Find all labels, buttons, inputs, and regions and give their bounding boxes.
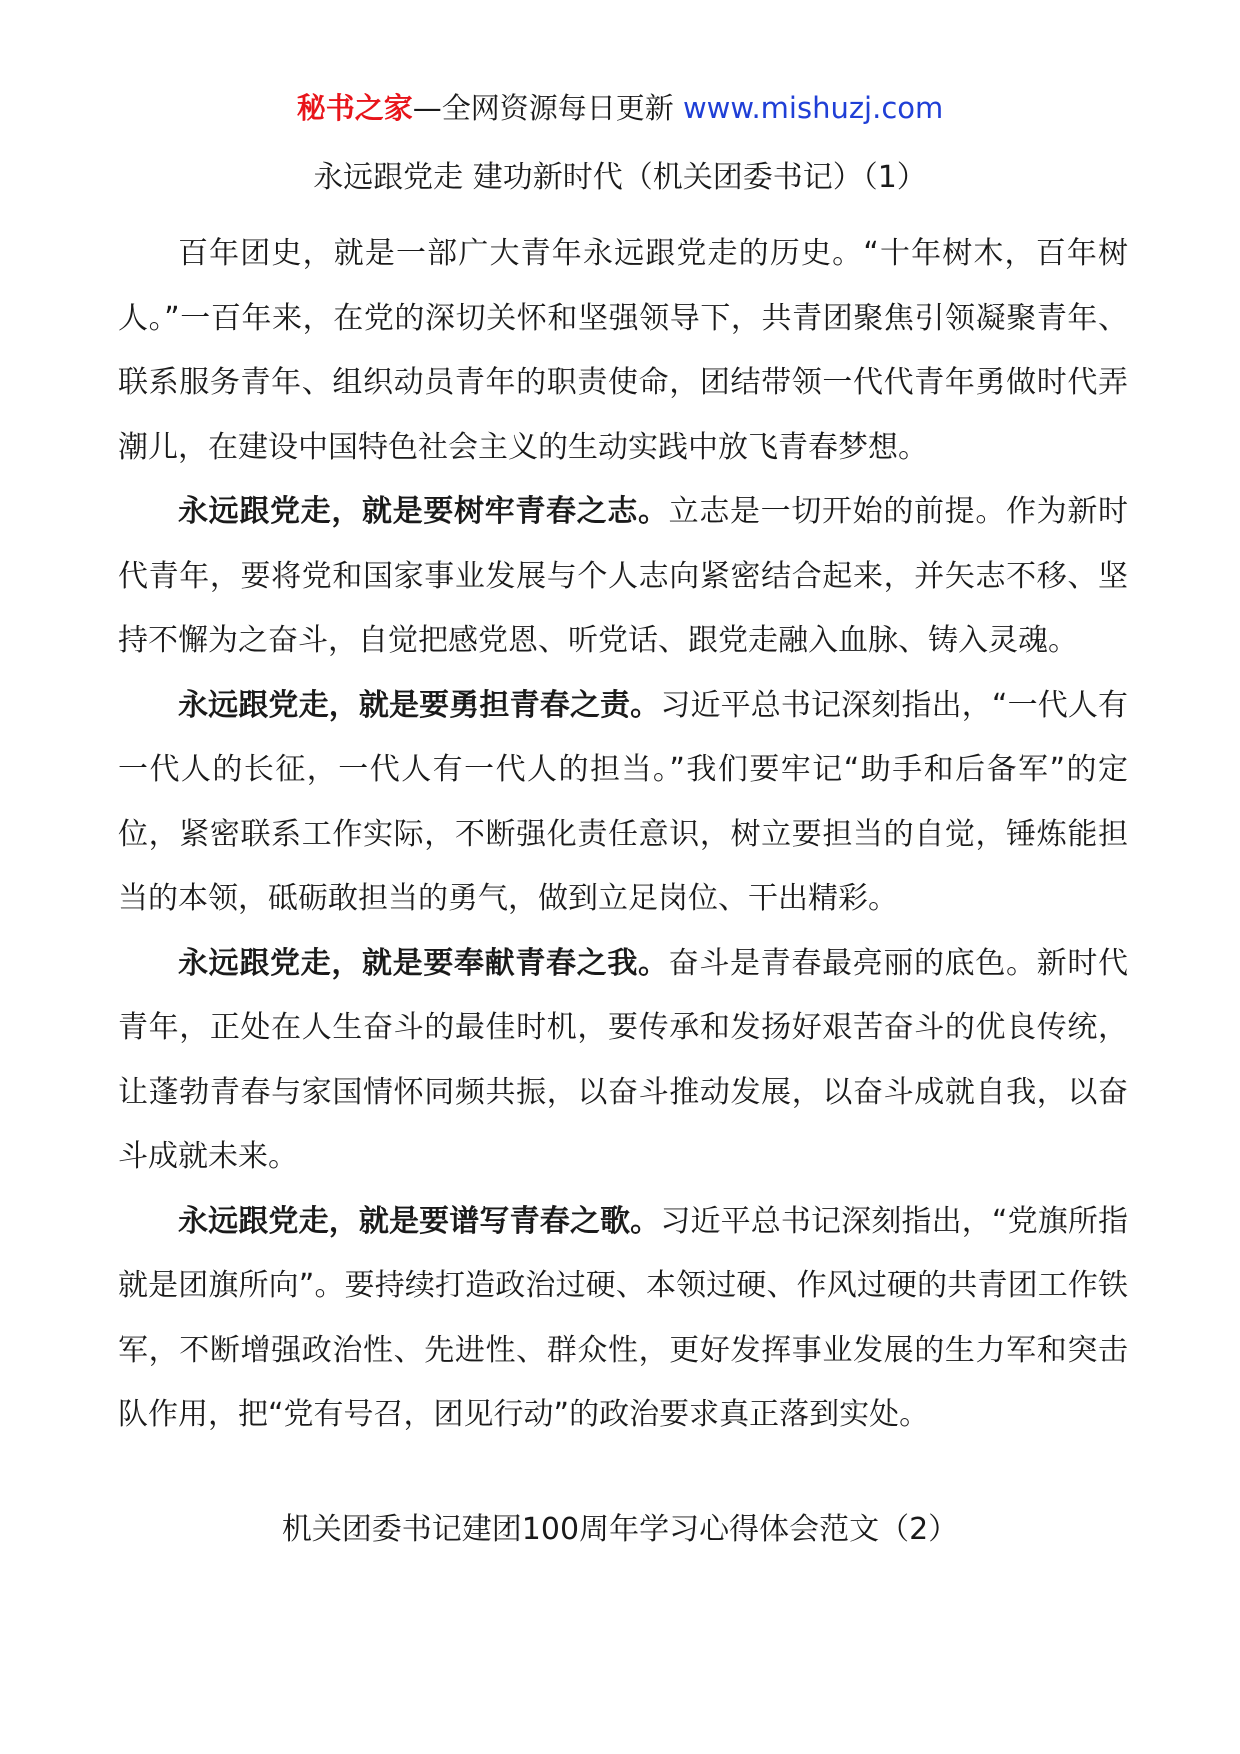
paragraph-lead: 永远跟党走，就是要奉献青春之我。 bbox=[178, 945, 669, 981]
paragraph-lead: 永远跟党走，就是要谱写青春之歌。 bbox=[178, 1203, 661, 1239]
paragraph-text: 立志是一切开始的前提。作为新时代青年，要将党和国家事业发展与个人志向紧密结合起来，并矢志不移、坚持不懈为之奋斗，自觉把感党恩、听党话、跟党走融入血脉、铸入灵魂。 bbox=[118, 494, 1129, 658]
article-body bbox=[118, 222, 1128, 1448]
paragraph-3 bbox=[118, 932, 1128, 1190]
paragraph-text: 百年团史，就是一部广大青年永远跟党走的历史。“十年树木，百年树人。”一百年来，在党的深切关怀和坚强领导下，共青团聚焦引领凝聚青年、联系服务青年、组织动员青年的职责使命，团结带领一代代青年勇做时代弄潮儿，在建设中国特色社会主义的生动实践中放飞青春梦想。 bbox=[118, 236, 1128, 465]
document-title: 永远跟党走 建功新时代（机关团委书记）（1） bbox=[313, 160, 927, 195]
site-banner bbox=[0, 86, 1240, 130]
paragraph-lead: 永远跟党走，就是要勇担青春之责。 bbox=[178, 687, 661, 723]
brand-name: 秘书之家 bbox=[296, 91, 413, 125]
paragraph-2 bbox=[118, 674, 1128, 932]
paragraph-intro bbox=[118, 222, 1128, 480]
paragraph-text: 奋斗是青春最亮丽的底色。新时代青年，正处在人生奋斗的最佳时机，要传承和发扬好艰苦奋斗的优良传统，让蓬勃青春与家国情怀同频共振，以奋斗推动发展，以奋斗成就自我，以奋斗成就未来。 bbox=[118, 945, 1129, 1174]
next-section-title: 机关团委书记建团100周年学习心得体会范文（2） bbox=[281, 1512, 959, 1547]
paragraph-text: 习近平总书记深刻指出，“一代人有一代人的长征，一代人有一代人的担当。”我们要牢记“助手和后备军”的定位，紧密联系工作实际，不断强化责任意识，树立要担当的自觉，锤炼能担当的本领，砥砺敢担当的勇气，做到立足岗位、干出精彩。 bbox=[118, 687, 1129, 916]
paragraph-lead: 永远跟党走，就是要树牢青春之志。 bbox=[178, 494, 669, 529]
paragraph-text: 习近平总书记深刻指出，“党旗所指就是团旗所向”。要持续打造政治过硬、本领过硬、作风过硬的共青团工作铁军，不断增强政治性、先进性、群众性，更好发挥事业发展的生力军和突击队作用，把“党有号召，团见行动”的政治要求真正落到实处。 bbox=[118, 1203, 1129, 1432]
site-url-link[interactable]: www.mishuzj.com bbox=[682, 91, 944, 125]
banner-tagline: —全网资源每日更新 bbox=[412, 91, 683, 125]
paragraph-4 bbox=[118, 1190, 1128, 1448]
paragraph-1 bbox=[118, 480, 1128, 674]
